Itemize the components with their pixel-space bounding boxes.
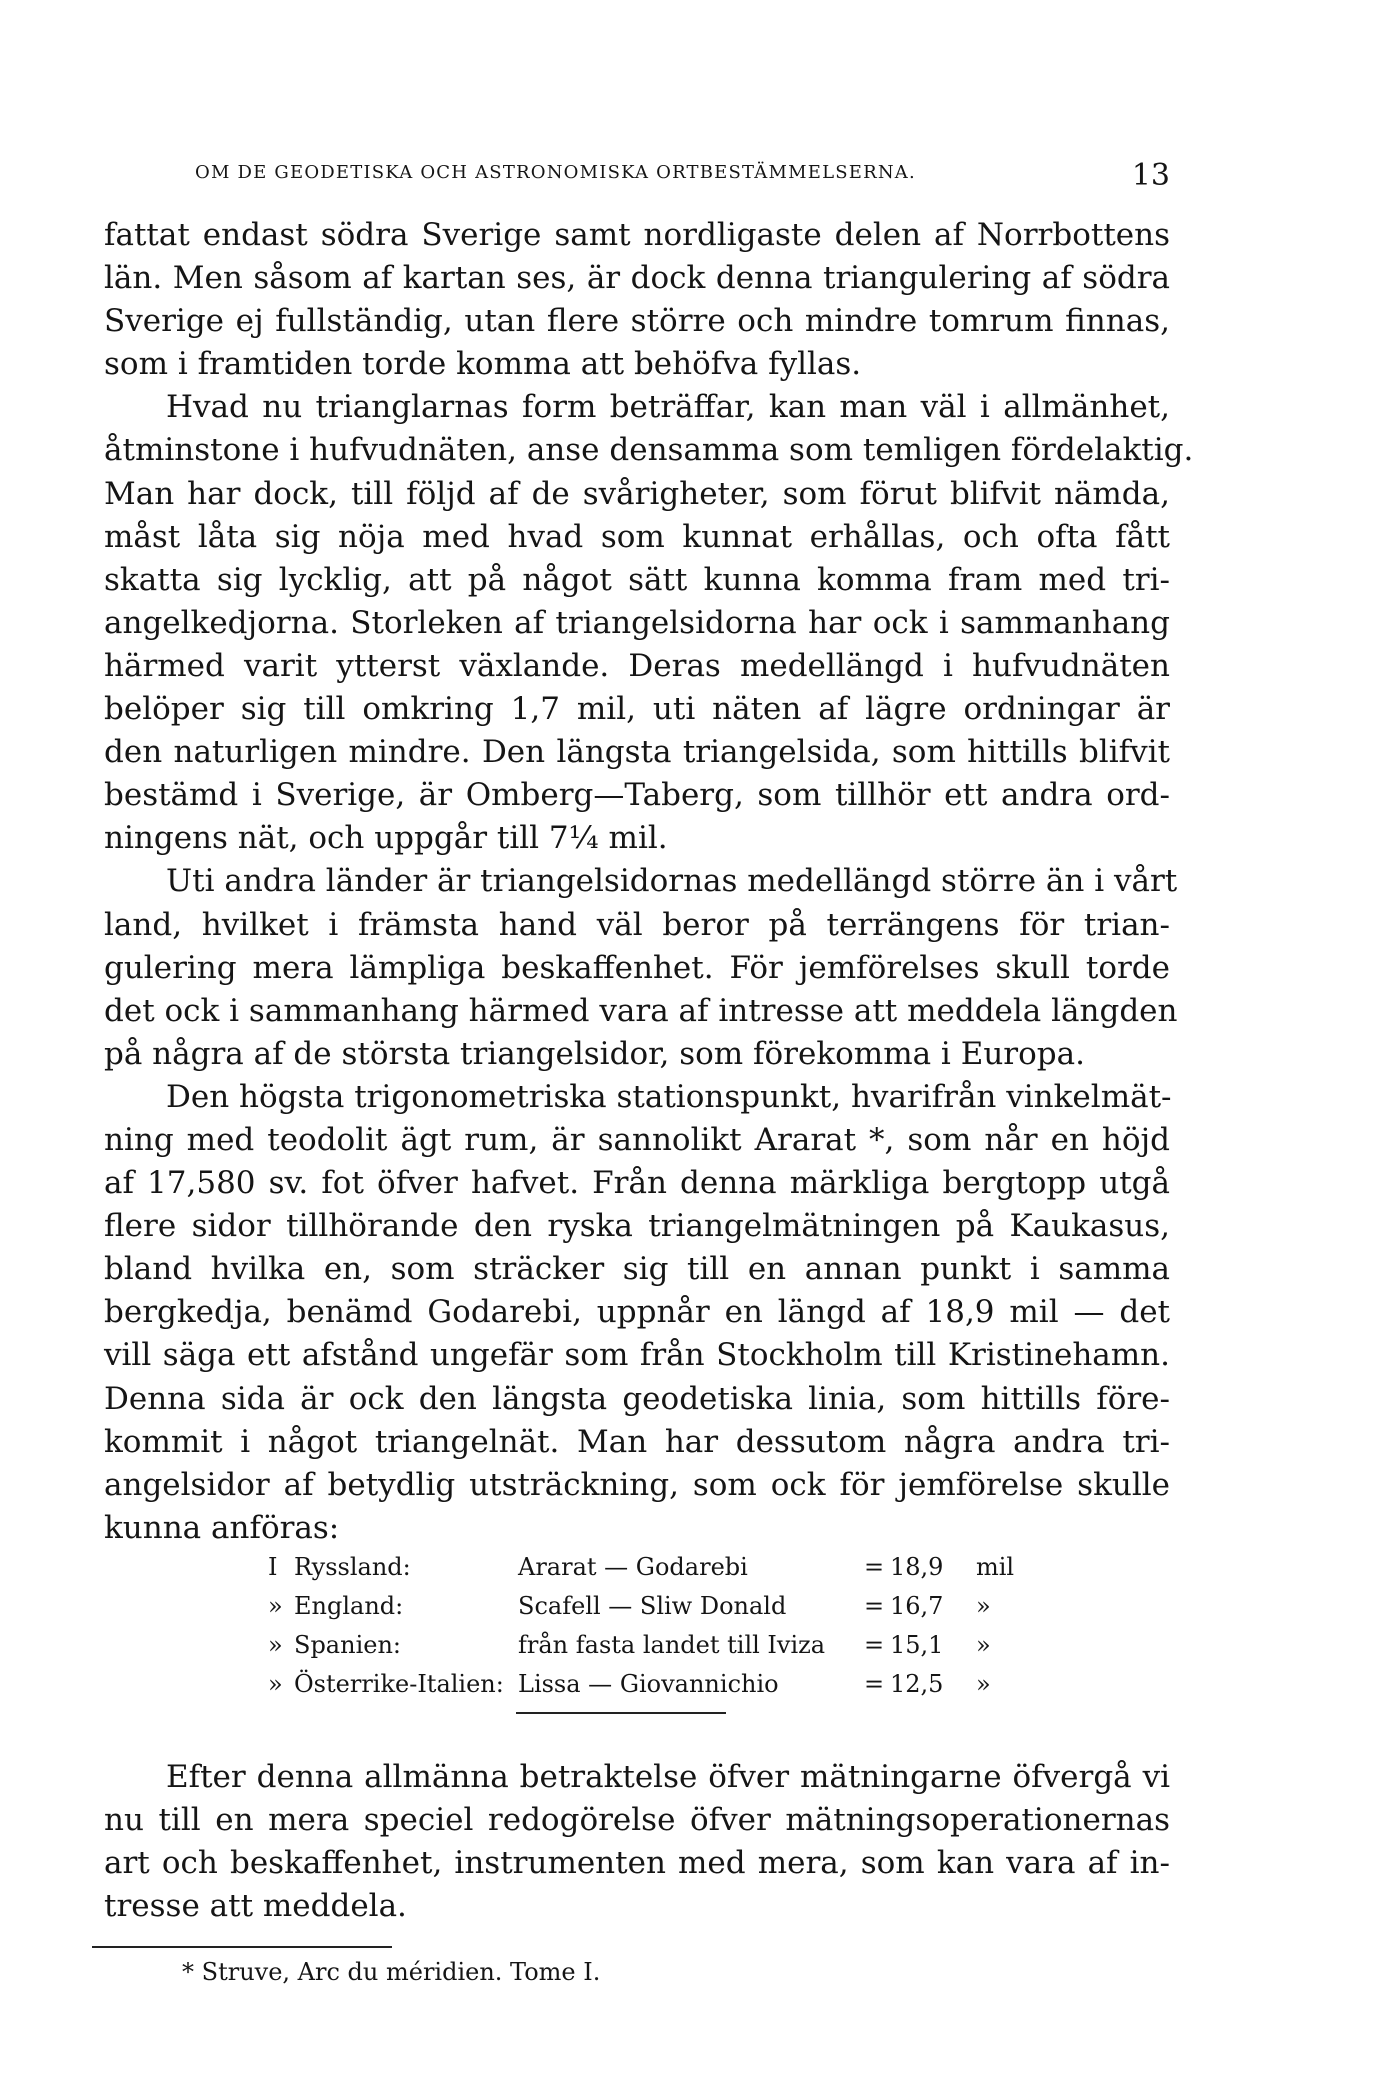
unit-cell: » bbox=[976, 1669, 991, 1698]
text-line: angelsidor af betydlig utsträckning, som ock för jemförelse skulle bbox=[104, 1466, 1170, 1503]
text-line: Den högsta trigonometriska stationspunkt, hvarifrån vinkelmät- bbox=[166, 1078, 1172, 1115]
text-line: bergkedja, benämd Godarebi, uppnår en längd af 18,9 mil — det bbox=[104, 1294, 1170, 1331]
equals-sign: = bbox=[864, 1669, 885, 1698]
text-line: af 17,580 sv. fot öfver hafvet. Från denna märkliga bergtopp utgå bbox=[104, 1165, 1170, 1202]
text-line: härmed varit ytterst växlande. Deras medellängd i hufvudnäten bbox=[104, 647, 1170, 684]
text-line: tresse att meddela. bbox=[104, 1888, 407, 1925]
text-line: Hvad nu trianglarnas form beträffar, kan man väl i allmänhet, bbox=[166, 389, 1170, 426]
text-line: det ock i sammanhang härmed vara af intresse att meddela längden bbox=[104, 992, 1178, 1029]
text-line: på några af de största triangelsidor, som förekomma i Europa. bbox=[104, 1035, 1085, 1072]
text-line: gulering mera lämpliga beskaffenhet. För jemförelses skull torde bbox=[104, 949, 1170, 986]
country-cell: Österrike-Italien: bbox=[294, 1669, 504, 1698]
text-line: som i framtiden torde komma att behöfva fyllas. bbox=[104, 346, 862, 383]
table-row bbox=[104, 1628, 1170, 1662]
route-cell: Scafell — Sliw Donald bbox=[518, 1591, 787, 1620]
text-line: Man har dock, till följd af de svårigheter, som förut blifvit nämda, bbox=[104, 475, 1170, 512]
route-cell: från fasta landet till Iviza bbox=[518, 1630, 826, 1659]
country-cell: Ryssland: bbox=[294, 1552, 411, 1581]
text-line: flere sidor tillhörande den ryska triangelmätningen på Kaukasus, bbox=[104, 1208, 1170, 1245]
row-mark: » bbox=[268, 1630, 283, 1659]
text-line: Uti andra länder är triangelsidornas medellängd större än i vårt bbox=[166, 863, 1178, 900]
footnote: * Struve, Arc du méridien. Tome I. bbox=[182, 1958, 601, 1986]
row-mark: » bbox=[268, 1669, 283, 1698]
text-line: Sverige ej fullständig, utan flere större och mindre tomrum finnas, bbox=[104, 303, 1170, 340]
text-line: den naturligen mindre. Den längsta triangelsida, som hittills blifvit bbox=[104, 734, 1170, 771]
text-line: måst låta sig nöja med hvad som kunnat erhållas, och ofta fått bbox=[104, 518, 1170, 555]
text-line: vill säga ett afstånd ungefär som från Stockholm till Kristinehamn. bbox=[104, 1337, 1170, 1374]
length-value: 12,5 bbox=[890, 1669, 944, 1698]
unit-cell: mil bbox=[976, 1552, 1015, 1581]
text-line: art och beskaffenhet, instrumenten med mera, som kan vara af in- bbox=[104, 1845, 1170, 1882]
length-value: 16,7 bbox=[890, 1591, 944, 1620]
page-body bbox=[104, 214, 1194, 1928]
text-line: land, hvilket i främsta hand väl beror på terrängens för trian- bbox=[104, 906, 1170, 943]
unit-cell: » bbox=[976, 1630, 991, 1659]
unit-cell: » bbox=[976, 1591, 991, 1620]
text-line: belöper sig till omkring 1,7 mil, uti näten af lägre ordningar är bbox=[104, 691, 1170, 728]
country-cell: England: bbox=[294, 1591, 404, 1620]
text-line: ning med teodolit ägt rum, är sannolikt Ararat *, som når en höjd bbox=[104, 1121, 1170, 1158]
table-row bbox=[104, 1589, 1170, 1623]
text-block-before-table bbox=[104, 214, 1194, 1550]
triangle-sides-table bbox=[104, 1550, 1170, 1750]
route-cell: Lissa — Giovannichio bbox=[518, 1669, 779, 1698]
running-title: OM DE GEODETISKA OCH ASTRONOMISKA ORTBESTÄMMELSERNA. bbox=[195, 162, 916, 183]
text-line: bland hvilka en, som sträcker sig till en annan punkt i samma bbox=[104, 1251, 1170, 1288]
equals-sign: = bbox=[864, 1591, 885, 1620]
text-line: län. Men såsom af kartan ses, är dock denna triangulering af södra bbox=[104, 260, 1170, 297]
route-cell: Ararat — Godarebi bbox=[518, 1552, 748, 1581]
table-row bbox=[104, 1550, 1170, 1584]
table-row bbox=[104, 1667, 1170, 1701]
country-cell: Spanien: bbox=[294, 1630, 401, 1659]
page-header bbox=[195, 158, 1170, 194]
text-line: åtminstone i hufvudnäten, anse densamma som temligen fördelaktig. bbox=[104, 432, 1194, 469]
text-line: nu till en mera speciel redogörelse öfver mätningsoperationernas bbox=[104, 1802, 1170, 1838]
length-value: 18,9 bbox=[890, 1552, 944, 1581]
equals-sign: = bbox=[864, 1552, 885, 1581]
text-line: skatta sig lycklig, att på något sätt kunna komma fram med tri- bbox=[104, 561, 1170, 598]
text-block-after-table bbox=[104, 1756, 1170, 1928]
row-mark: » bbox=[268, 1591, 283, 1620]
text-line: bestämd i Sverige, är Omberg—Taberg, som tillhör ett andra ord- bbox=[104, 777, 1170, 814]
page-number: 13 bbox=[1131, 158, 1170, 193]
text-line: kommit i något triangelnät. Man har dessutom några andra tri- bbox=[104, 1423, 1170, 1460]
length-value: 15,1 bbox=[890, 1630, 944, 1659]
equals-sign: = bbox=[864, 1630, 885, 1659]
table-rule bbox=[516, 1712, 726, 1714]
row-mark: I bbox=[268, 1552, 278, 1581]
text-line: ningens nät, och uppgår till 7¼ mil. bbox=[104, 820, 668, 857]
text-line: fattat endast södra Sverige samt nordligaste delen af Norrbottens bbox=[104, 217, 1170, 253]
footnote-rule bbox=[92, 1946, 392, 1948]
text-line: Denna sida är ock den längsta geodetiska linia, som hittills före- bbox=[104, 1380, 1170, 1417]
text-line: angelkedjorna. Storleken af triangelsidorna har ock i sammanhang bbox=[104, 604, 1170, 641]
text-line: kunna anföras: bbox=[104, 1509, 340, 1546]
text-line: Efter denna allmänna betraktelse öfver mätningarne öfvergå vi bbox=[166, 1758, 1170, 1795]
